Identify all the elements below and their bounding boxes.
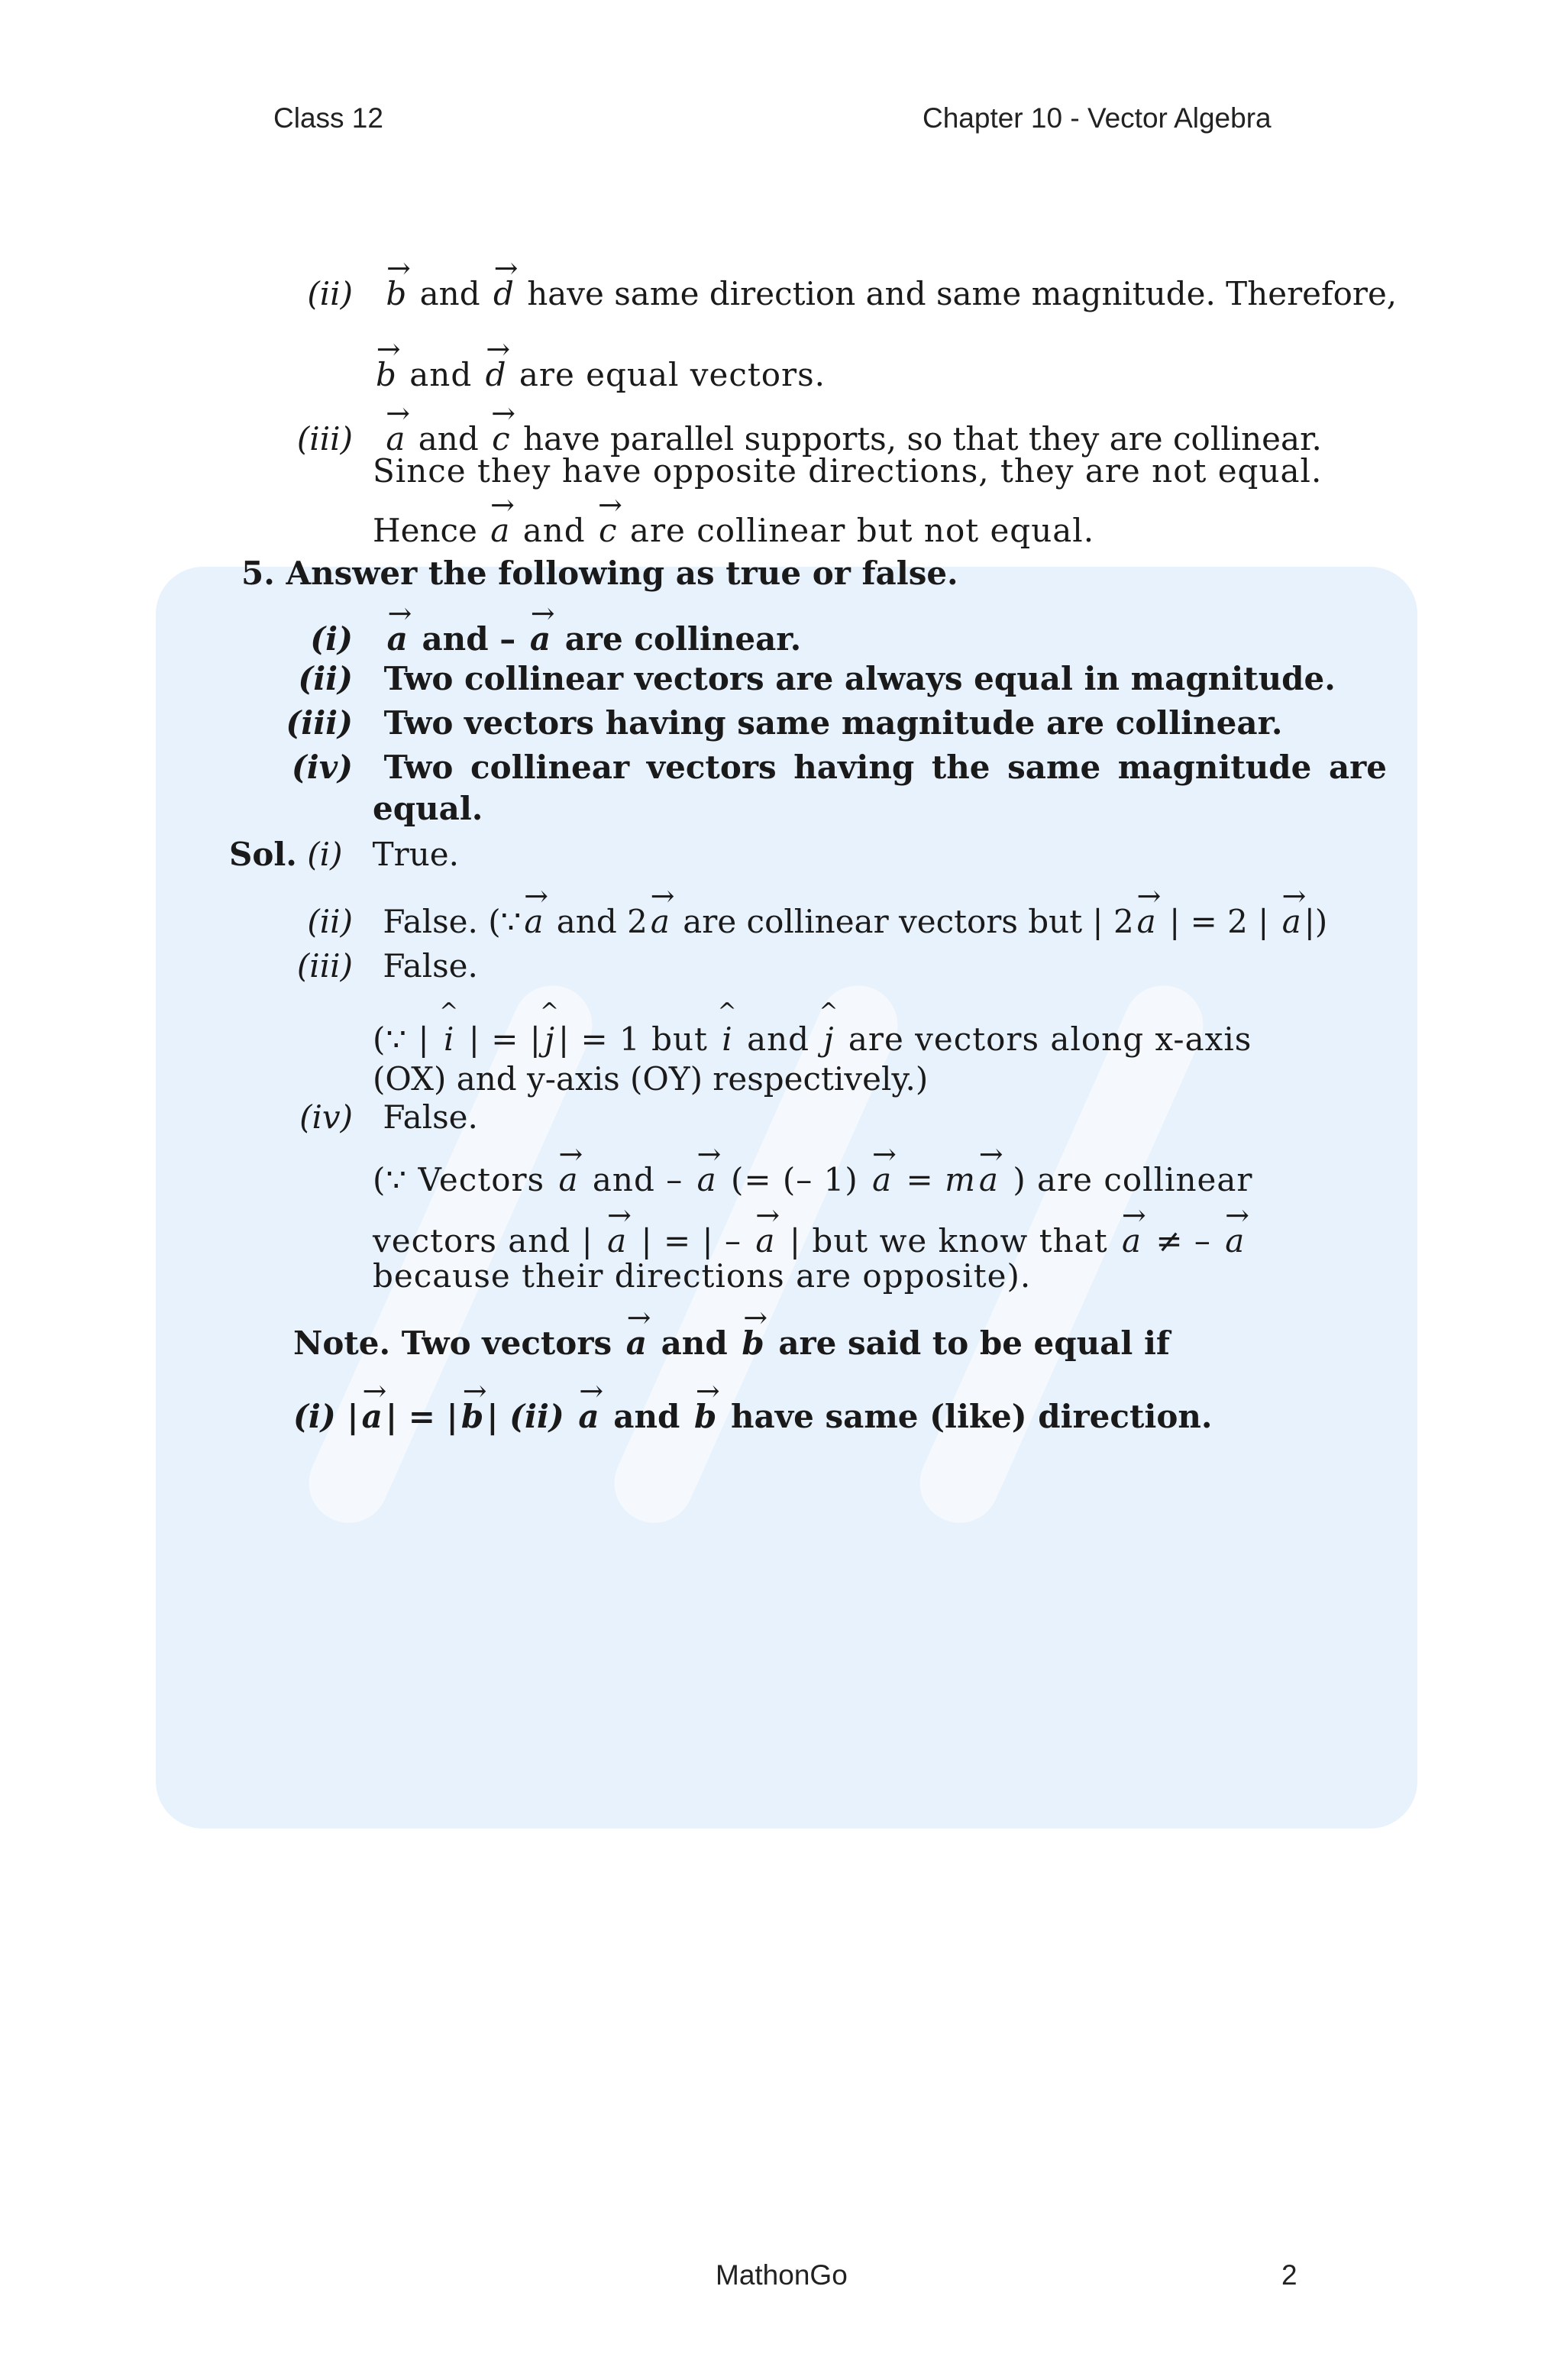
text: and 2 xyxy=(556,903,648,940)
question-number: 5. xyxy=(241,555,275,592)
vector-a: → a xyxy=(1134,906,1159,938)
vector-a: → a xyxy=(623,1327,650,1360)
text: and xyxy=(613,1398,680,1435)
prev-ii-line2 xyxy=(373,356,826,393)
text: | xyxy=(486,1398,499,1435)
item-label: (iii) xyxy=(296,947,353,985)
unit-vector-j: ^ j xyxy=(820,1023,837,1056)
item-label: (iv) xyxy=(299,1098,353,1136)
unit-vector-j: ^ j xyxy=(541,1023,558,1056)
text: have same direction and same magnitude. Therefore, xyxy=(527,275,1398,312)
item-label: (iv) xyxy=(291,749,353,786)
text: | but we know that xyxy=(789,1222,1108,1260)
vector-a: → a xyxy=(648,906,673,938)
item-label: (i) xyxy=(293,1398,336,1435)
text: ) are collinear xyxy=(1013,1161,1253,1198)
vector-b: → b xyxy=(383,278,409,310)
text: are collinear but not equal. xyxy=(629,512,1095,549)
vector-a: → a xyxy=(521,906,546,938)
item-label: (ii) xyxy=(307,903,353,940)
vector-b: → b xyxy=(373,359,399,391)
text: Hence xyxy=(373,512,477,549)
text: are vectors along x-axis xyxy=(848,1020,1252,1058)
vector-a: → a xyxy=(384,623,411,655)
text: | xyxy=(347,1398,359,1435)
vector-a: → a xyxy=(527,623,554,655)
text: (= (– 1) xyxy=(730,1161,858,1198)
prev-ii-line1 xyxy=(298,275,1398,312)
text: |) xyxy=(1304,903,1328,940)
header-class: Class 12 xyxy=(273,102,383,134)
vector-a: → a xyxy=(752,1225,778,1257)
scalar-m: m xyxy=(945,1161,976,1198)
text: False. xyxy=(383,1098,478,1136)
text: and xyxy=(661,1324,728,1362)
text: are equal vectors. xyxy=(519,356,826,393)
question-5-title xyxy=(241,555,958,592)
text: and – xyxy=(422,620,516,658)
text: | = 2 | xyxy=(1169,903,1269,940)
question-5-iv xyxy=(287,749,1388,786)
text: are collinear vectors but | 2 xyxy=(683,903,1134,940)
vector-d: → d xyxy=(490,278,517,310)
text: | = 1 but xyxy=(558,1020,708,1058)
vector-c: → c xyxy=(489,423,513,455)
solution-ii xyxy=(298,903,1328,940)
text: (∵ Vectors xyxy=(373,1161,545,1198)
vector-a: → a xyxy=(694,1164,720,1196)
solution-iii-reason-2: (OX) and y-axis (OY) respectively.) xyxy=(373,1060,929,1098)
text: are said to be equal if xyxy=(778,1324,1170,1362)
text: have same (like) direction. xyxy=(730,1398,1213,1435)
note-line-2 xyxy=(293,1398,1213,1435)
question-5-i xyxy=(298,620,802,658)
page-number: 2 xyxy=(1281,2259,1297,2291)
vector-a: → a xyxy=(575,1401,602,1433)
unit-vector-i: ^ i xyxy=(441,1023,457,1056)
vector-a: → a xyxy=(487,515,512,547)
question-5-ii xyxy=(287,660,1336,697)
vector-a: → a xyxy=(1222,1225,1248,1257)
text: | = | xyxy=(385,1398,458,1435)
vector-a: → a xyxy=(555,1164,581,1196)
text: Two collinear vectors having the same magnitude are xyxy=(383,749,1388,786)
solution-iv-reason-2 xyxy=(373,1222,1248,1260)
solution-iv-reason-1 xyxy=(373,1161,1253,1198)
unit-vector-i: ^ i xyxy=(719,1023,735,1056)
vector-a: → a xyxy=(383,423,408,455)
question-title: Answer the following as true or false. xyxy=(286,555,958,592)
text: have parallel supports, so that they are collinear. xyxy=(523,420,1322,458)
text: and xyxy=(522,512,586,549)
text: | = | xyxy=(468,1020,541,1058)
solution-iv xyxy=(298,1098,478,1136)
solution-iv-reason-3: because their directions are opposite). xyxy=(373,1257,1032,1295)
text: Note. Two vectors xyxy=(293,1324,612,1362)
prev-iii-line1 xyxy=(287,420,1322,458)
item-label: (iii) xyxy=(286,704,353,742)
item-label: (ii) xyxy=(298,660,353,697)
vector-a: → a xyxy=(1279,906,1304,938)
vector-b: → b xyxy=(738,1327,767,1360)
question-5-iii xyxy=(276,704,1283,742)
header-chapter: Chapter 10 - Vector Algebra xyxy=(923,102,1272,134)
text: | = | – xyxy=(641,1222,742,1260)
vector-b: → b xyxy=(691,1401,719,1433)
solution-iii-reason-1 xyxy=(373,1020,1252,1058)
item-label: (ii) xyxy=(509,1398,564,1435)
text: and – xyxy=(592,1161,683,1198)
vector-b: → b xyxy=(458,1401,486,1433)
vector-a: → a xyxy=(604,1225,630,1257)
solution-iii xyxy=(287,947,478,985)
vector-c: → c xyxy=(596,515,620,547)
text: False. xyxy=(383,947,478,985)
note-line-1 xyxy=(293,1324,1170,1362)
text: and xyxy=(409,356,473,393)
question-5-iv-cont: equal. xyxy=(373,790,483,827)
vector-d: → d xyxy=(483,359,509,391)
item-label: (iii) xyxy=(296,420,353,458)
item-label: (ii) xyxy=(307,275,353,312)
text: False. (∵ xyxy=(383,903,522,940)
text: and xyxy=(419,275,480,312)
item-label: (i) xyxy=(307,836,343,873)
text: and xyxy=(418,420,479,458)
text: Two vectors having same magnitude are collinear. xyxy=(383,704,1283,742)
text: Two collinear vectors are always equal in magnitude. xyxy=(383,660,1336,697)
vector-a: → a xyxy=(976,1164,1002,1196)
item-label: (i) xyxy=(310,620,353,658)
text: and xyxy=(747,1020,810,1058)
text: True. xyxy=(372,836,459,873)
vector-a: → a xyxy=(359,1401,386,1433)
text: ≠ – xyxy=(1155,1222,1211,1260)
text: (∵ | xyxy=(373,1020,430,1058)
solution-i xyxy=(229,836,459,873)
solution-label: Sol. xyxy=(229,836,297,873)
text: = xyxy=(906,1161,934,1198)
vector-a: → a xyxy=(1119,1225,1145,1257)
text: vectors and | xyxy=(373,1222,593,1260)
vector-a: → a xyxy=(869,1164,895,1196)
prev-iii-line3 xyxy=(373,512,1095,549)
prev-iii-line2: Since they have opposite directions, they are not equal. xyxy=(373,452,1323,490)
text: are collinear. xyxy=(564,620,802,658)
footer-brand: MathonGo xyxy=(716,2259,848,2291)
